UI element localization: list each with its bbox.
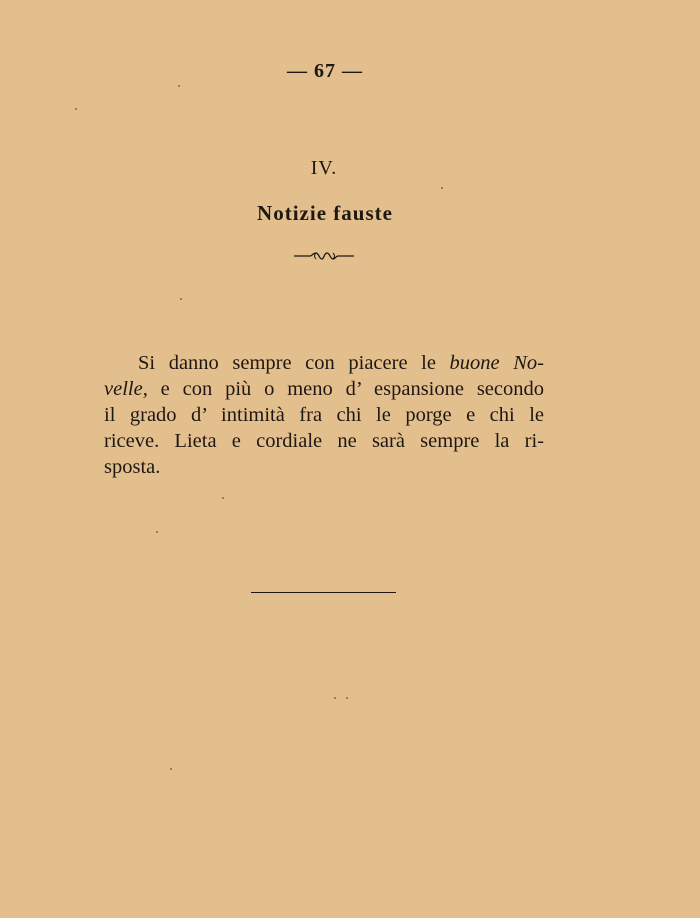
paragraph-line: il grado d’ intimità fra chi le porge e chi le (104, 404, 544, 426)
paper-speck (222, 497, 224, 499)
paper-speck (346, 697, 348, 699)
paper-speck (156, 531, 158, 533)
paragraph-line: sposta. (104, 456, 161, 478)
text-run: e con più o meno d’ espansione secondo (147, 378, 544, 400)
body-paragraph (104, 350, 544, 480)
italic-run: velle, (104, 378, 148, 400)
ornament-icon (292, 249, 356, 263)
paper-speck (441, 187, 443, 189)
paragraph-line: riceve. Lieta e cordiale ne sarà sempre la ri- (104, 430, 544, 452)
chapter-number: IV. (310, 157, 338, 179)
paragraph-line (104, 350, 544, 376)
page-number: — 67 — (287, 60, 363, 82)
end-rule (251, 592, 396, 593)
chapter-title: Notizie fauste (257, 201, 393, 225)
paper-speck (334, 697, 336, 699)
paper-speck (170, 768, 172, 770)
paper-speck (178, 85, 180, 87)
paragraph-line (104, 376, 544, 402)
paper-speck (75, 108, 77, 110)
italic-run: buone No- (449, 352, 544, 374)
paper-speck (180, 298, 182, 300)
text-run: Si danno sempre con piacere le (138, 352, 450, 374)
